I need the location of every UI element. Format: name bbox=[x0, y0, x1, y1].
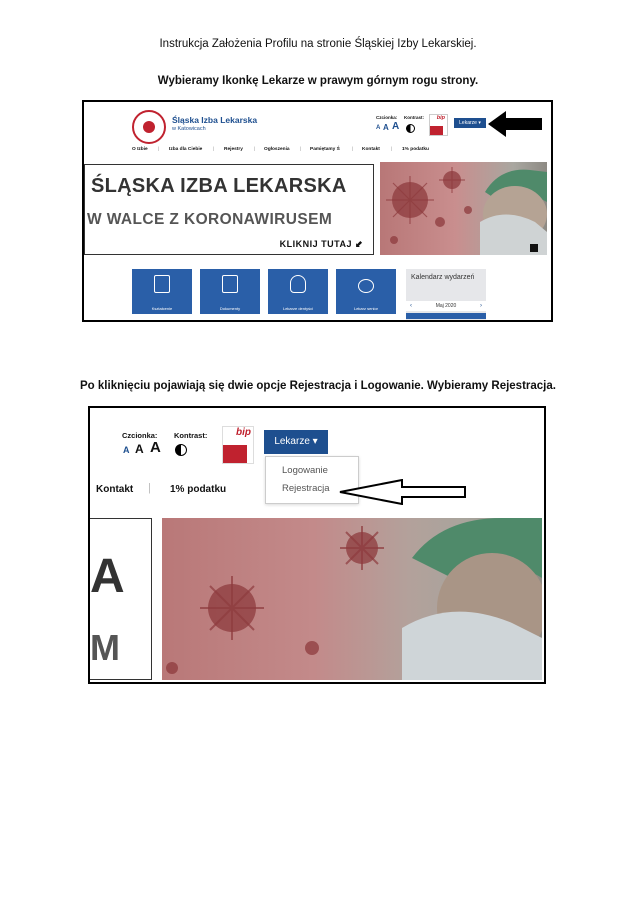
caption-step-1: Wybieramy Ikonkę Lekarze w prawym górnym rogu strony. bbox=[157, 75, 479, 87]
lekarze-button[interactable]: Lekarze ▾ bbox=[264, 430, 328, 454]
nav-izba-dla-ciebie[interactable]: Izba dla Ciebie bbox=[169, 147, 203, 152]
tile-dokumenty[interactable] bbox=[200, 269, 260, 314]
document-title: Instrukcja Założenia Profilu na stronie Śląskiej Izby Lekarskiej. bbox=[159, 38, 477, 50]
pointer-arrow-icon bbox=[338, 479, 468, 505]
bip-logo[interactable] bbox=[222, 426, 254, 464]
lekarze-button[interactable]: Lekarze ▾ bbox=[454, 118, 486, 128]
calendar-title: Kalendarz wydarzeń bbox=[411, 274, 475, 281]
nav-1-procent[interactable]: 1% podatku bbox=[402, 147, 429, 152]
nav-kontakt[interactable]: Kontakt bbox=[362, 147, 380, 152]
bip-logo[interactable] bbox=[429, 114, 448, 136]
brand-name[interactable]: Śląska Izba Lekarska bbox=[172, 115, 258, 125]
contrast-icon[interactable] bbox=[175, 444, 187, 456]
banner-title: ŚLĄSKA IZBA LEKARSKA bbox=[91, 175, 347, 197]
brand-city: w Katowicach bbox=[172, 126, 206, 132]
tile-label: Lekarze dentyści bbox=[282, 306, 313, 311]
bip-label: bip bbox=[236, 427, 251, 438]
nav-separator: | bbox=[158, 147, 160, 152]
banner-cta[interactable]: KLIKNIJ TUTAJ ⬋ bbox=[279, 239, 363, 249]
banner-letter-a: A bbox=[90, 550, 125, 603]
nav-separator: | bbox=[352, 147, 354, 152]
calendar-weekdays bbox=[406, 313, 486, 319]
main-nav bbox=[84, 145, 551, 157]
covid-banner[interactable] bbox=[90, 518, 152, 680]
font-size-label: Czcionka: bbox=[376, 115, 398, 120]
font-size-medium[interactable]: A bbox=[383, 123, 389, 132]
covid-banner[interactable] bbox=[84, 164, 374, 255]
nav-ogloszenia[interactable]: Ogłoszenia bbox=[264, 147, 290, 152]
font-size-large[interactable]: A bbox=[150, 439, 161, 456]
nav-separator: | bbox=[254, 147, 256, 152]
font-size-small[interactable]: A bbox=[376, 125, 381, 131]
glasses-icon bbox=[358, 279, 374, 293]
font-size-small[interactable]: A bbox=[123, 445, 130, 455]
calendar-prev-icon[interactable]: ‹ bbox=[410, 303, 412, 309]
nav-pamietamy[interactable]: Pamiętamy Ś bbox=[310, 147, 340, 152]
bip-label: bip bbox=[436, 115, 445, 121]
tile-label: Dokumenty bbox=[219, 306, 241, 311]
font-size-large[interactable]: A bbox=[392, 121, 400, 132]
bip-flag-icon bbox=[430, 126, 443, 135]
contrast-label: Kontrast: bbox=[174, 431, 208, 440]
banner-subtitle: W WALCE Z KORONAWIRUSEM bbox=[87, 211, 333, 228]
nav-kontakt[interactable]: Kontakt bbox=[96, 484, 134, 495]
event-calendar bbox=[406, 269, 486, 322]
pointer-arrow-icon bbox=[488, 111, 542, 137]
bip-flag-icon bbox=[223, 445, 247, 463]
calendar-month: Maj 2020 bbox=[406, 301, 486, 311]
nav-1-procent[interactable]: 1% podatku bbox=[170, 484, 227, 495]
nav-separator: | bbox=[300, 147, 302, 152]
contrast-icon[interactable] bbox=[406, 124, 415, 133]
nav-separator: | bbox=[213, 147, 215, 152]
contrast-label: Kontrast: bbox=[404, 115, 424, 120]
banner-letter-m: M bbox=[90, 627, 120, 668]
coronavirus-doctor-photo bbox=[380, 162, 547, 255]
font-size-medium[interactable]: A bbox=[135, 442, 144, 456]
tooth-icon bbox=[290, 275, 306, 293]
nav-o-izbie[interactable]: O Izbie bbox=[132, 147, 148, 152]
coronavirus-doctor-photo bbox=[162, 518, 542, 680]
nav-rejestry[interactable]: Rejestry bbox=[224, 147, 243, 152]
nav-separator: | bbox=[148, 482, 151, 494]
tile-ksztalcenie[interactable] bbox=[132, 269, 192, 314]
font-size-label: Czcionka: bbox=[122, 431, 158, 440]
screenshot-homepage bbox=[82, 100, 553, 322]
chamber-logo-icon[interactable] bbox=[132, 110, 166, 144]
menu-item-rejestracja[interactable]: Rejestracja bbox=[282, 483, 330, 494]
screenshot-dropdown bbox=[88, 406, 546, 684]
calendar-next-icon[interactable]: › bbox=[480, 303, 482, 309]
tile-lekarz-senior[interactable] bbox=[336, 269, 396, 314]
document-icon bbox=[222, 275, 238, 293]
nav-separator: | bbox=[391, 147, 393, 152]
caption-step-2: Po kliknięciu pojawiają się dwie opcje Rejestracja i Logowanie. Wybieramy Rejestracja. bbox=[80, 380, 556, 392]
menu-item-logowanie[interactable]: Logowanie bbox=[282, 465, 328, 476]
tile-label: Lekarz senior bbox=[353, 306, 378, 311]
presentation-icon bbox=[154, 275, 170, 293]
tile-lekarze-dentysci[interactable] bbox=[268, 269, 328, 314]
tile-label: Kształcenie bbox=[151, 306, 173, 311]
